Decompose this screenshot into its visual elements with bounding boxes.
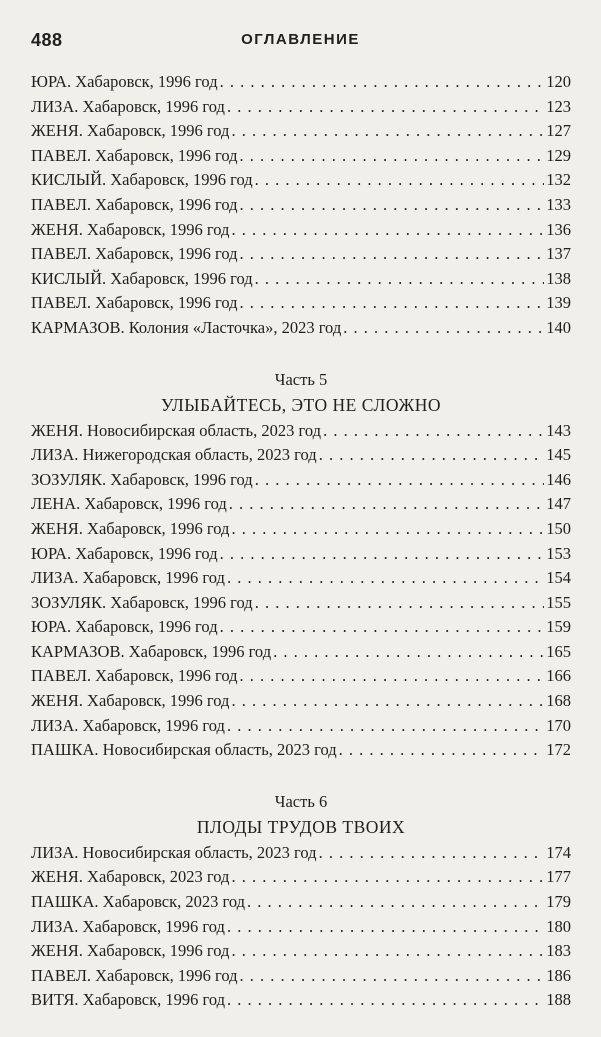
toc-entry (31, 291, 571, 316)
toc-entry-page: 170 (546, 715, 571, 735)
toc-dot-leader (247, 890, 544, 915)
toc-entry-page: 140 (546, 317, 571, 337)
toc-entry-page: 188 (546, 990, 571, 1010)
toc-entry (31, 865, 571, 890)
toc-dot-leader (343, 316, 544, 341)
toc-entry-title: ПАВЕЛ. Хабаровск, 1996 год (31, 244, 238, 264)
page-number: 488 (31, 30, 63, 50)
toc-entry-page: 138 (546, 268, 571, 288)
toc-dot-leader (231, 939, 544, 964)
toc-entry-title: ЮРА. Хабаровск, 1996 год (31, 72, 218, 91)
toc-entry-page: 183 (546, 941, 571, 961)
toc-entry-title: ЖЕНЯ. Хабаровск, 2023 год (31, 867, 230, 887)
toc-entry-title: ПАВЕЛ. Хабаровск, 1996 год (31, 666, 238, 686)
part-title: УЛЫБАЙТЕСЬ, ЭТО НЕ СЛОЖНО (161, 394, 441, 415)
toc-dot-leader (319, 443, 545, 468)
toc-dot-leader (231, 517, 544, 542)
toc-dot-leader (255, 168, 545, 193)
toc-entry-title: ЛИЗА. Хабаровск, 1996 год (31, 916, 225, 936)
toc-entry (31, 144, 571, 169)
toc-dot-leader (231, 865, 544, 890)
toc-entry (31, 542, 571, 567)
toc-entry-page: 172 (546, 740, 571, 760)
toc-dot-leader (231, 119, 544, 144)
toc-dot-leader (220, 70, 545, 95)
toc-entry-title: ЖЕНЯ. Хабаровск, 1996 год (31, 691, 230, 711)
toc-entry-page: 179 (546, 892, 571, 912)
toc-entry-page: 154 (546, 568, 571, 588)
toc-entry (31, 664, 571, 689)
toc-entry-page: 180 (546, 916, 571, 936)
toc-entry-page: 177 (546, 867, 571, 887)
toc-entry (31, 267, 571, 292)
part-title: ПЛОДЫ ТРУДОВ ТВОИХ (196, 816, 406, 837)
toc-entry-page: 153 (546, 543, 571, 563)
toc-entry-title: ЮРА. Хабаровск, 1996 год (31, 543, 218, 563)
toc-dot-leader (240, 964, 545, 989)
toc-entry (31, 468, 571, 493)
toc-entry-title: ЛИЗА. Новосибирская область, 2023 год (31, 842, 317, 862)
section-gap (31, 341, 571, 369)
toc-dot-leader (273, 640, 544, 665)
toc-entry-title: ЗОЗУЛЯК. Хабаровск, 1996 год (31, 469, 253, 489)
toc-entry-title: ЖЕНЯ. Хабаровск, 1996 год (31, 941, 230, 961)
table-of-contents (31, 70, 571, 1013)
toc-dot-leader (227, 714, 544, 739)
toc-entry (31, 964, 571, 989)
toc-entry-page: 186 (546, 965, 571, 985)
toc-entry (31, 218, 571, 243)
toc-entry (31, 714, 571, 739)
toc-dot-leader (227, 988, 544, 1013)
toc-entry-title: ЛИЗА. Нижегородская область, 2023 год (31, 445, 317, 465)
toc-entry-title: ЮРА. Хабаровск, 1996 год (31, 617, 218, 637)
toc-dot-leader (240, 291, 545, 316)
toc-entry-page: 129 (546, 145, 571, 165)
toc-entry (31, 316, 571, 341)
toc-entry (31, 70, 571, 95)
toc-entry-page: 136 (546, 219, 571, 239)
toc-entry (31, 640, 571, 665)
toc-dot-leader (227, 95, 544, 120)
toc-entry-title: ЖЕНЯ. Хабаровск, 1996 год (31, 518, 230, 538)
toc-entry-page: 174 (546, 842, 571, 862)
toc-entry-page: 127 (546, 121, 571, 141)
toc-dot-leader (323, 419, 544, 444)
toc-entry-page: 120 (546, 72, 571, 91)
toc-entry (31, 168, 571, 193)
toc-dot-leader (229, 492, 545, 517)
toc-entry-title: КИСЛЫЙ. Хабаровск, 1996 год (31, 170, 253, 190)
toc-entry-page: 159 (546, 617, 571, 637)
toc-entry-page: 165 (546, 641, 571, 661)
toc-dot-leader (240, 242, 545, 267)
toc-entry (31, 95, 571, 120)
toc-entry-page: 132 (546, 170, 571, 190)
toc-entry-title: ПАВЕЛ. Хабаровск, 1996 год (31, 965, 238, 985)
section-gap (31, 763, 571, 791)
toc-entry (31, 492, 571, 517)
toc-entry-title: ЛЕНА. Хабаровск, 1996 год (31, 494, 227, 514)
toc-dot-leader (339, 738, 545, 763)
toc-dot-leader (240, 144, 545, 169)
toc-entry-title: ПАШКА. Хабаровск, 2023 год (31, 892, 246, 912)
toc-entry (31, 193, 571, 218)
toc-entry-page: 147 (546, 494, 571, 514)
toc-entry-title: ЛИЗА. Хабаровск, 1996 год (31, 715, 225, 735)
toc-entry (31, 517, 571, 542)
toc-dot-leader (227, 566, 544, 591)
toc-dot-leader (240, 193, 545, 218)
toc-dot-leader (255, 267, 545, 292)
toc-entry-page: 137 (546, 244, 571, 264)
toc-dot-leader (220, 615, 545, 640)
toc-entry-page: 155 (546, 592, 571, 612)
part-label: Часть 6 (274, 791, 328, 811)
toc-entry (31, 915, 571, 940)
toc-entry-title: ПАШКА. Новосибирская область, 2023 год (31, 740, 337, 760)
toc-dot-leader (255, 591, 545, 616)
toc-entry (31, 890, 571, 915)
toc-entry-title: ЖЕНЯ. Хабаровск, 1996 год (31, 219, 230, 239)
toc-dot-leader (319, 841, 545, 866)
toc-entry (31, 939, 571, 964)
toc-dot-leader (231, 689, 544, 714)
toc-entry-page: 146 (546, 469, 571, 489)
toc-dot-leader (227, 915, 544, 940)
toc-entry-title: ПАВЕЛ. Хабаровск, 1996 год (31, 293, 238, 313)
toc-entry-page: 145 (546, 445, 571, 465)
toc-entry-title: ЗОЗУЛЯК. Хабаровск, 1996 год (31, 592, 253, 612)
toc-entry (31, 443, 571, 468)
toc-entry-page: 133 (546, 194, 571, 214)
toc-entry (31, 988, 571, 1013)
page-header (31, 30, 570, 54)
toc-entry-title: ПАВЕЛ. Хабаровск, 1996 год (31, 194, 238, 214)
toc-entry-title: ЛИЗА. Хабаровск, 1996 год (31, 568, 225, 588)
toc-entry-page: 150 (546, 518, 571, 538)
toc-entry (31, 615, 571, 640)
toc-entry-page: 166 (546, 666, 571, 686)
toc-entry (31, 419, 571, 444)
toc-entry (31, 841, 571, 866)
toc-entry-title: ВИТЯ. Хабаровск, 1996 год (31, 990, 226, 1010)
toc-entry-title: ЛИЗА. Хабаровск, 1996 год (31, 96, 225, 116)
toc-entry-title: КИСЛЫЙ. Хабаровск, 1996 год (31, 268, 253, 288)
toc-entry-title: КАРМАЗОВ. Колония «Ласточка», 2023 год (31, 317, 342, 337)
toc-entry (31, 566, 571, 591)
toc-entry-page: 168 (546, 691, 571, 711)
toc-entry (31, 738, 571, 763)
toc-dot-leader (220, 542, 545, 567)
toc-entry-title: ПАВЕЛ. Хабаровск, 1996 год (31, 145, 238, 165)
toc-entry-title: ЖЕНЯ. Хабаровск, 1996 год (31, 121, 230, 141)
toc-dot-leader (240, 664, 545, 689)
toc-entry-page: 143 (546, 420, 571, 440)
toc-entry-page: 123 (546, 96, 571, 116)
toc-dot-leader (231, 218, 544, 243)
running-head: ОГЛАВЛЕНИЕ (241, 31, 360, 48)
toc-entry-title: КАРМАЗОВ. Хабаровск, 1996 год (31, 641, 272, 661)
toc-entry (31, 242, 571, 267)
toc-entry (31, 119, 571, 144)
toc-entry-title: ЖЕНЯ. Новосибирская область, 2023 год (31, 420, 322, 440)
toc-entry (31, 689, 571, 714)
toc-entry (31, 591, 571, 616)
part-label: Часть 5 (274, 369, 328, 389)
toc-dot-leader (255, 468, 545, 493)
toc-entry-page: 139 (546, 293, 571, 313)
